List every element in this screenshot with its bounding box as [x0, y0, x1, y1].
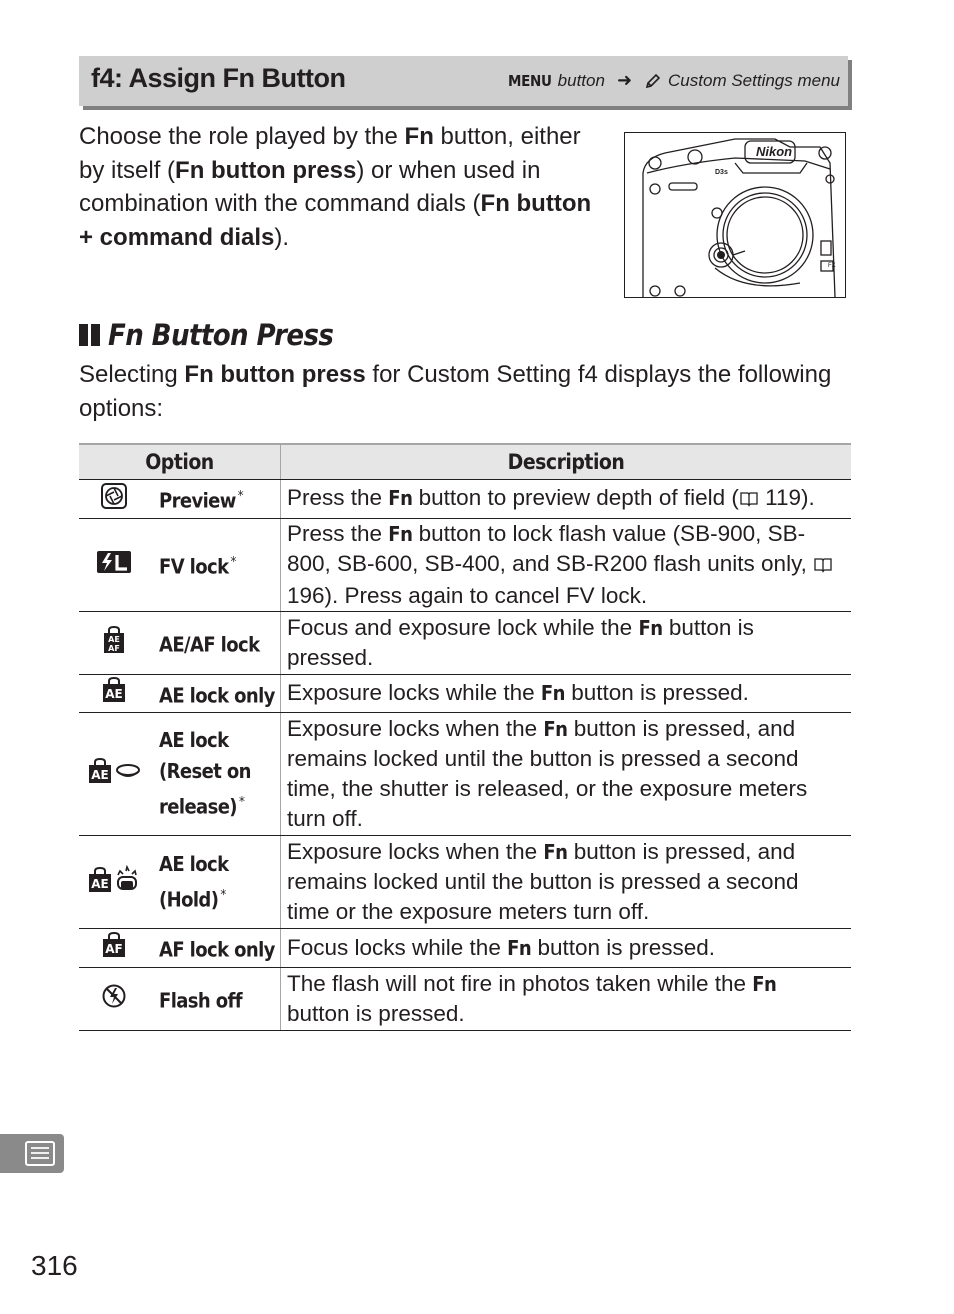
menu-name: Custom Settings menu: [668, 70, 840, 90]
desc-bold-fn: Fn: [543, 717, 568, 742]
desc-bold-fn: Fn: [507, 936, 532, 961]
depth-of-field-preview-icon: [100, 482, 128, 510]
option-description: [281, 967, 852, 1030]
desc-text: button is pressed, and remains locked until the button is pressed a second time or the exposure meters turn off.: [287, 839, 799, 925]
table-row: [79, 929, 851, 968]
arrow-icon: ➜: [616, 70, 633, 90]
section-text: Selecting: [79, 361, 185, 388]
camera-brand-text: Nikon: [756, 144, 793, 159]
option-name: AE lock (Reset on release): [159, 728, 251, 820]
intro-text: ).: [274, 223, 290, 251]
intro-text: Choose the role played by the: [79, 123, 405, 150]
section-header: [79, 56, 848, 106]
column-header-description: Description: [281, 444, 852, 480]
desc-text: Exposure locks when the: [287, 839, 544, 865]
option-name: AE lock only: [159, 683, 275, 708]
footnote-star: *: [237, 489, 244, 504]
option-description: [281, 929, 852, 968]
option-description: [281, 480, 852, 519]
svg-text:AF: AF: [108, 643, 120, 653]
column-header-option: Option: [79, 444, 281, 480]
page-number: 316: [31, 1250, 78, 1281]
svg-text:AE: AE: [91, 768, 109, 783]
svg-text:AE: AE: [91, 877, 109, 892]
desc-bold-fn: Fn: [752, 971, 777, 996]
menu-button-word: button: [557, 70, 605, 90]
af-lock-icon: [102, 932, 126, 958]
intro-bold-press: Fn button press: [175, 156, 357, 184]
footnote-star: *: [230, 554, 236, 570]
svg-text:AE: AE: [105, 687, 123, 702]
table-row: [79, 611, 851, 674]
options-table: [79, 443, 851, 1031]
ae-lock-icon: [102, 677, 126, 703]
menu-path: [508, 70, 840, 91]
section-heading: [79, 318, 333, 352]
camera-model-text: D3s: [715, 169, 728, 176]
desc-text: Exposure locks while the: [287, 680, 541, 706]
desc-text: button is pressed.: [564, 680, 749, 706]
desc-text: button is pressed.: [531, 935, 716, 961]
intro-text: ) or when used in combination with the command dials (: [79, 156, 541, 217]
desc-text: button to lock flash value (SB-900, SB-800, SB-600, SB-400, and SB-R200 flash units only,: [287, 520, 814, 576]
option-name: FV lock: [159, 554, 229, 579]
section-tab: [0, 1134, 64, 1173]
option-name: Preview: [159, 488, 236, 513]
desc-bold-fn: Fn: [638, 615, 663, 640]
option-name: AE/AF lock: [159, 632, 260, 657]
section-marker-icon: [79, 324, 100, 346]
table-row: [79, 967, 851, 1030]
camera-illustration: [624, 132, 846, 298]
desc-text: button to preview depth of field (: [412, 484, 739, 510]
book-reference-icon: [813, 551, 833, 581]
desc-text: button is pressed, and remains locked until the button is pressed a second time, the shutter is released, or the exposure meters turn off.: [287, 716, 808, 832]
menu-key-label: MENU: [507, 71, 552, 90]
ae-lock-reset-icon: [88, 758, 140, 784]
option-description: [281, 674, 852, 713]
desc-text: 196). Press again to cancel FV lock.: [287, 582, 648, 608]
option-name: AE lock (Hold): [159, 851, 229, 912]
intro-bold-dials: Fn button + command dials: [79, 190, 592, 251]
option-description: [281, 836, 852, 929]
footnote-star: *: [220, 887, 226, 903]
section-bold: Fn button press: [184, 361, 366, 388]
section-text: for Custom Setting f4 displays the following options:: [79, 361, 832, 422]
intro-paragraph: [79, 120, 609, 254]
desc-text: Exposure locks when the: [287, 716, 544, 742]
ae-lock-hold-icon: [88, 865, 140, 893]
table-row: [79, 518, 851, 611]
desc-text: button is pressed.: [287, 1000, 465, 1026]
desc-text: 119).: [758, 484, 815, 510]
intro-text: button, either by itself (: [79, 123, 581, 184]
page-title: f4: Assign Fn Button: [91, 63, 346, 93]
footnote-star: *: [238, 795, 245, 811]
intro-bold-fn: Fn: [404, 123, 434, 150]
camera-format-badge: FX: [828, 263, 836, 269]
fv-lock-icon: [97, 551, 131, 573]
menu-list-icon: [0, 1134, 64, 1173]
desc-bold-fn: Fn: [540, 681, 565, 706]
section-title: Fn Button Press: [108, 318, 334, 352]
option-name: Flash off: [159, 988, 242, 1013]
option-description: [281, 611, 852, 674]
table-row: [79, 480, 851, 519]
option-description: [281, 713, 852, 836]
table-header-row: [79, 444, 851, 480]
flash-off-icon: [101, 983, 127, 1009]
section-paragraph: [79, 358, 839, 425]
pencil-icon: [644, 72, 662, 90]
option-description: [281, 518, 852, 611]
desc-text: Focus and exposure lock while the: [287, 614, 639, 640]
desc-bold-fn: Fn: [388, 485, 413, 510]
option-name: AF lock only: [159, 937, 275, 962]
desc-bold-fn: Fn: [543, 840, 568, 865]
table-row: [79, 836, 851, 929]
svg-text:AF: AF: [105, 942, 123, 957]
ae-af-lock-icon: [103, 626, 125, 654]
svg-text:AE: AE: [108, 634, 120, 644]
desc-text: Press the: [287, 520, 389, 546]
desc-bold-fn: Fn: [388, 521, 413, 546]
desc-text: Press the: [287, 484, 389, 510]
desc-text: The flash will not fire in photos taken while the: [287, 970, 753, 996]
table-row: [79, 713, 851, 836]
desc-text: Focus locks while the: [287, 935, 508, 961]
desc-text: button is pressed.: [287, 614, 754, 670]
book-reference-icon: [739, 485, 759, 515]
table-row: [79, 674, 851, 713]
